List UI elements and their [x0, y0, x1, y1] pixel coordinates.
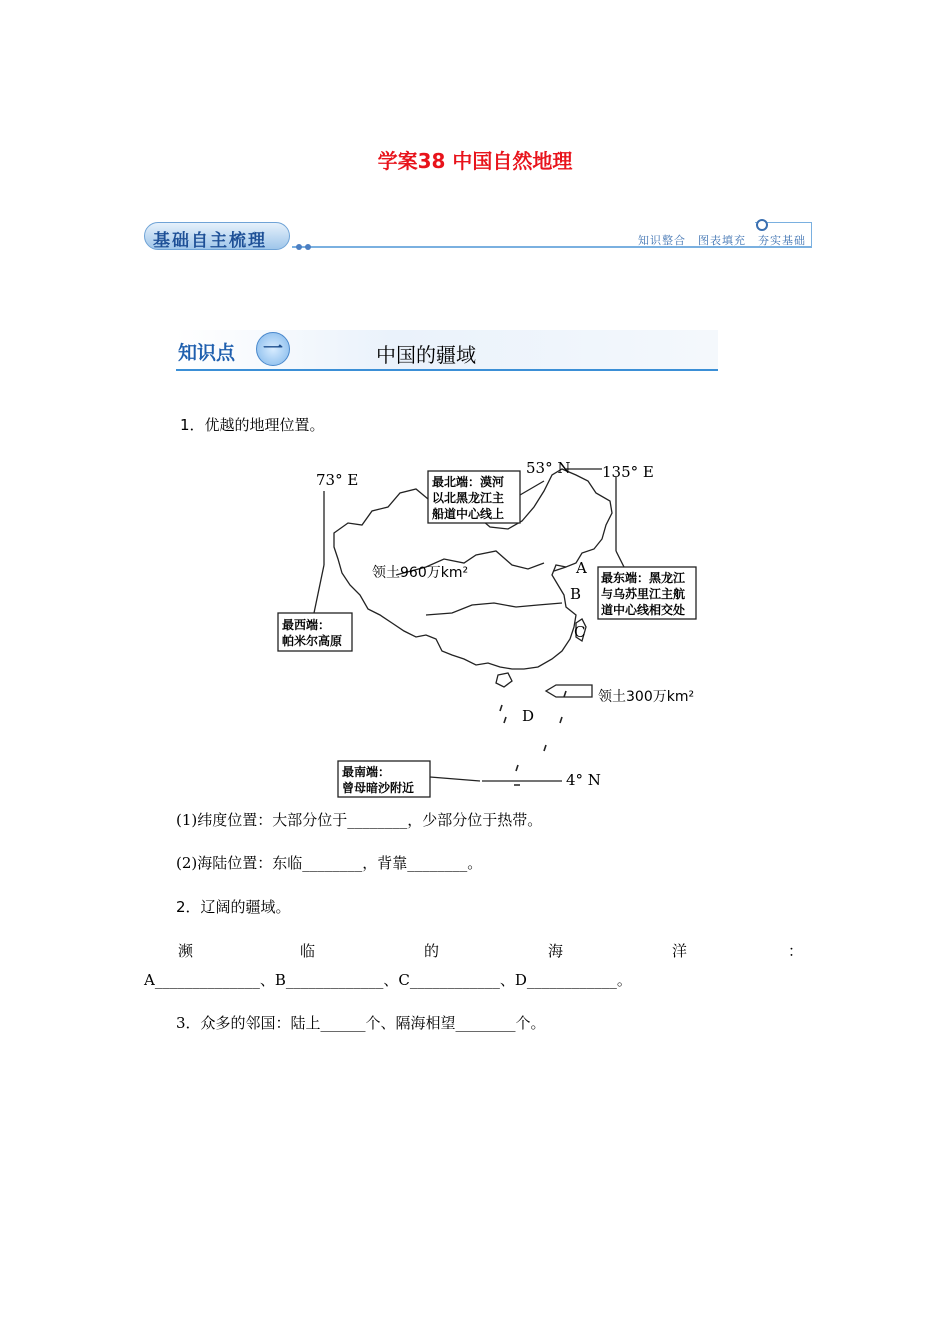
arrow-a: [554, 567, 566, 571]
east-line-2: 与乌苏里江主航: [601, 587, 686, 601]
sea-area-label: 领土300万km²: [598, 689, 695, 705]
east-line-1: 最东端：黑龙江: [601, 571, 686, 585]
label-c: C: [574, 623, 586, 641]
label-4n: 4° N: [566, 771, 601, 789]
ring-icon: [756, 219, 768, 231]
east-line-3: 道中心线相交处: [601, 603, 686, 617]
north-line-1: 最北端：漠河: [432, 475, 505, 489]
kp-tag: 知识点: [178, 342, 236, 364]
south-pointer: [430, 777, 480, 781]
sea-blanks: A______________、B_____________、C____________、D____________。: [144, 971, 632, 989]
sea-char-2: 临: [300, 942, 316, 960]
label-a: A: [576, 559, 587, 577]
south-line-2: 曾母暗沙附近: [342, 781, 415, 795]
label-73e: 73° E: [316, 471, 359, 489]
label-b: B: [570, 585, 582, 603]
q3-neighbors: 3．众多的邻国：陆上______个、隔海相望________个。: [176, 1014, 546, 1032]
q2-heading: 2．辽阔的疆域。: [176, 898, 291, 916]
kp-heading: 中国的疆域: [376, 343, 476, 367]
dots-icon: [296, 235, 320, 243]
west-line-2: 帕米尔高原: [282, 634, 343, 648]
section-banner: [144, 222, 812, 250]
north-line-2: 以北黑龙江主: [432, 491, 505, 505]
south-line-1: 最南端：: [342, 765, 391, 779]
sea-char-1: 濒: [178, 942, 194, 960]
yangtze-river: [426, 603, 562, 615]
kp-underline: [176, 369, 718, 371]
sea-char-5: 洋: [672, 942, 688, 960]
label-53n: 53° N: [526, 459, 571, 477]
q1-heading: 1．优越的地理位置。: [180, 416, 325, 434]
banner-subtitle: 知识整合 图表填充 夯实基础: [638, 234, 806, 247]
sea-area-arrow: [546, 685, 592, 697]
sea-char-6: ：: [788, 942, 804, 960]
label-135e: 135° E: [602, 463, 654, 481]
kp-number-badge: 一: [256, 332, 290, 366]
banner-label: 基础自主梳理: [153, 231, 267, 251]
page-title: 学案38 中国自然地理: [377, 149, 573, 173]
island-dashes: [500, 691, 566, 785]
label-d: D: [522, 707, 535, 725]
north-line-3: 船道中心线上: [432, 507, 505, 521]
sea-char-4: 海: [548, 942, 564, 960]
west-pointer: [314, 565, 324, 613]
east-pointer: [616, 551, 624, 567]
knowledge-point-header: [176, 330, 718, 372]
sea-land-question: (2)海陆位置：东临________，背靠________。: [176, 854, 483, 872]
banner-pill: [144, 222, 290, 250]
lat-position-question: (1)纬度位置：大部分位于________，少部分位于热带。: [176, 811, 543, 829]
hainan-outline: [496, 673, 512, 687]
china-map: [276, 455, 706, 800]
west-line-1: 最西端：: [282, 618, 331, 632]
land-area-label: 领土960万km²: [372, 565, 469, 581]
sea-char-3: 的: [424, 942, 440, 960]
north-pointer: [520, 481, 544, 495]
